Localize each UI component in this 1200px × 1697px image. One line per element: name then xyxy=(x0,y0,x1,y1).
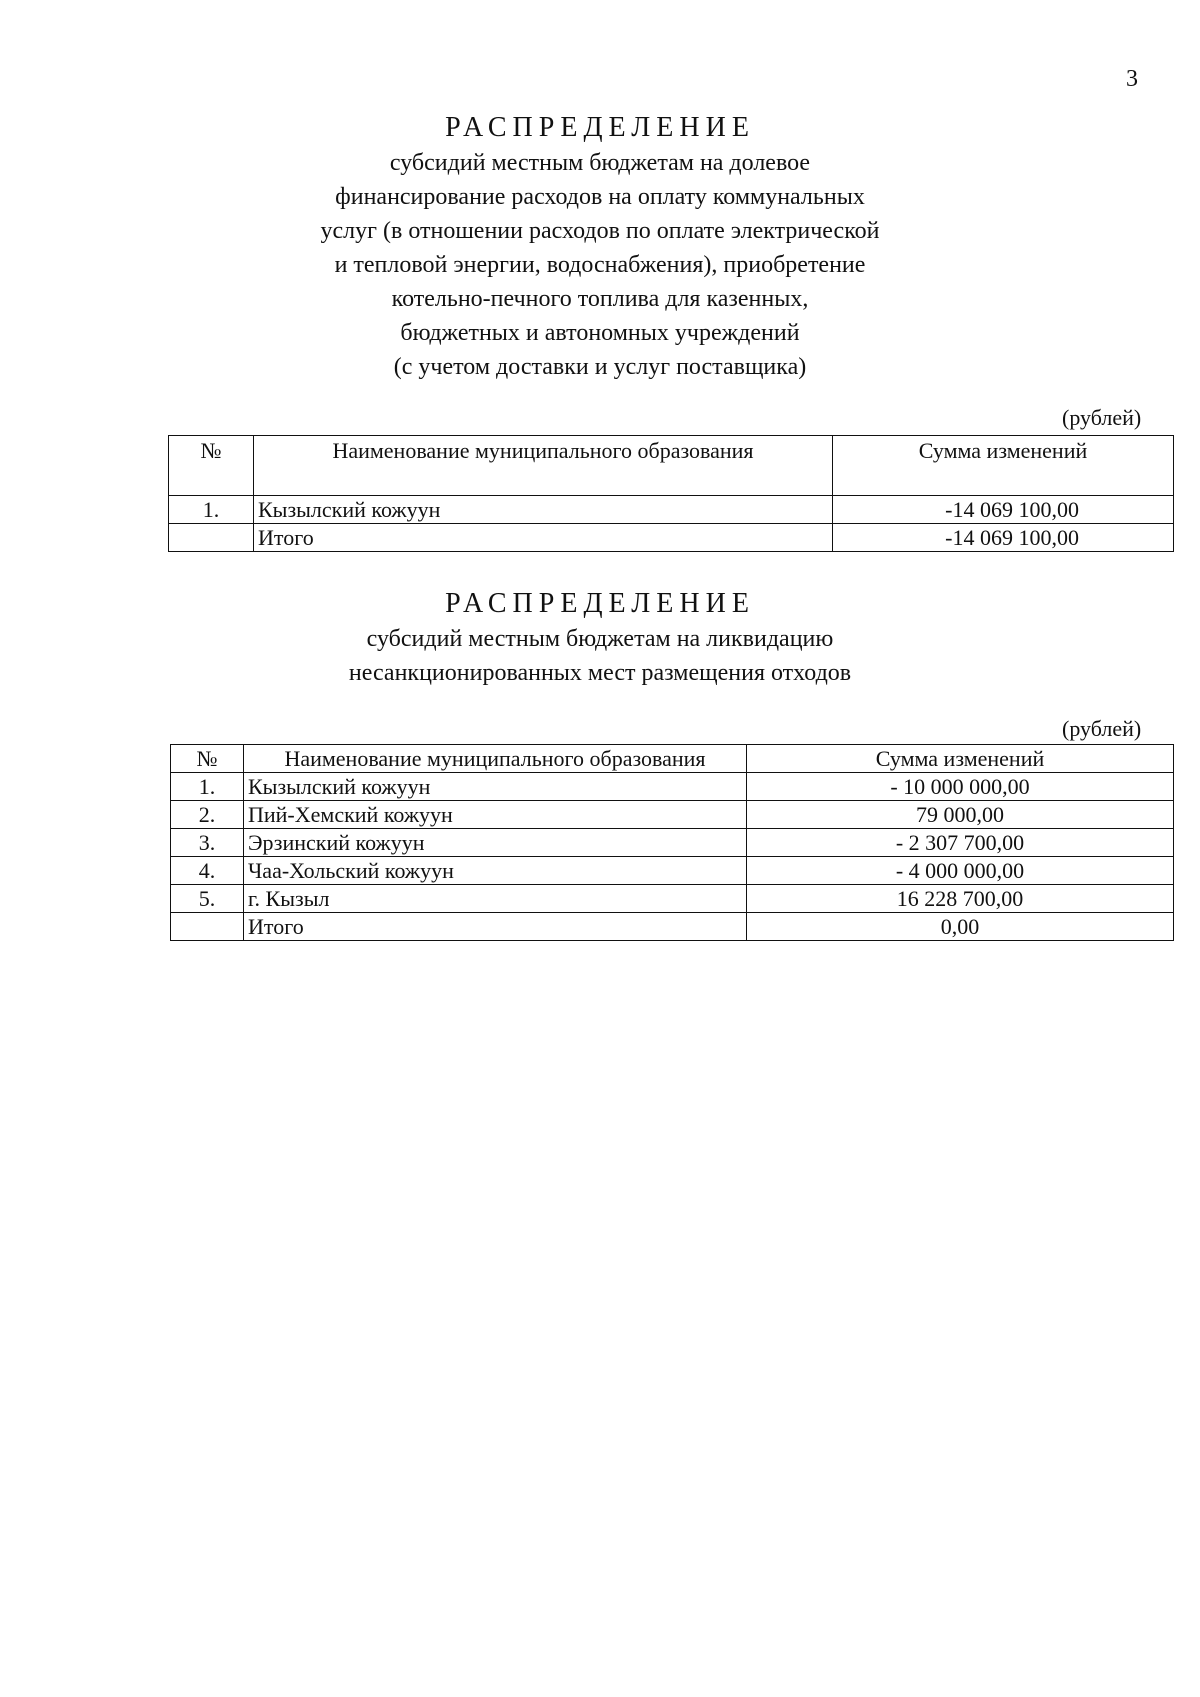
section1-title: РАСПРЕДЕЛЕНИЕ xyxy=(445,112,755,143)
row-name: Чаа-Хольский кожуун xyxy=(244,857,747,885)
row-number: 5. xyxy=(171,885,244,913)
table-row xyxy=(171,829,1174,857)
row-number: 1. xyxy=(171,773,244,801)
section1-subtitle-line: финансирование расходов на оплату коммунальных xyxy=(335,184,865,210)
column-header-name: Наименование муниципального образования xyxy=(244,745,747,773)
section1-subtitle-line: котельно-печного топлива для казенных, xyxy=(391,286,809,312)
section2-title: РАСПРЕДЕЛЕНИЕ xyxy=(445,588,755,619)
total-label: Итого xyxy=(254,524,833,552)
row-amount: 79 000,00 xyxy=(747,801,1174,829)
row-number: 2. xyxy=(171,801,244,829)
table-total-row xyxy=(169,524,1174,552)
total-amount: 0,00 xyxy=(747,913,1174,941)
section1-subtitle-line: услуг (в отношении расходов по оплате электрической xyxy=(320,218,880,244)
section2-subtitle-line: несанкционированных мест размещения отходов xyxy=(348,660,852,686)
row-number: 1. xyxy=(169,496,254,524)
table-header-row xyxy=(171,745,1174,773)
total-amount: -14 069 100,00 xyxy=(833,524,1174,552)
row-name: Пий-Хемский кожуун xyxy=(244,801,747,829)
table-row xyxy=(171,801,1174,829)
column-header-number: № xyxy=(171,745,244,773)
section1-table xyxy=(168,435,1174,552)
column-header-name: Наименование муниципального образования xyxy=(254,436,833,496)
section2-table xyxy=(170,744,1174,941)
column-header-number: № xyxy=(169,436,254,496)
table-header-row xyxy=(169,436,1174,496)
row-number: 3. xyxy=(171,829,244,857)
row-amount: - 2 307 700,00 xyxy=(747,829,1174,857)
table-total-row xyxy=(171,913,1174,941)
table-row xyxy=(171,773,1174,801)
section2-heading xyxy=(0,586,1200,690)
section1-unit-label: (рублей) xyxy=(1062,405,1142,430)
table-row xyxy=(171,885,1174,913)
row-amount: -14 069 100,00 xyxy=(833,496,1174,524)
section1-subtitle-line: (с учетом доставки и услуг поставщика) xyxy=(393,354,807,380)
row-name: Эрзинский кожуун xyxy=(244,829,747,857)
table-row xyxy=(171,857,1174,885)
row-name: Кызылский кожуун xyxy=(254,496,833,524)
total-number xyxy=(169,524,254,552)
page-number: 3 xyxy=(1126,66,1138,92)
column-header-amount: Сумма изменений xyxy=(833,436,1174,496)
row-name: Кызылский кожуун xyxy=(244,773,747,801)
total-number xyxy=(171,913,244,941)
section1-heading xyxy=(0,110,1200,384)
section1-subtitle-line: субсидий местным бюджетам на долевое xyxy=(389,150,811,176)
total-label: Итого xyxy=(244,913,747,941)
row-amount: 16 228 700,00 xyxy=(747,885,1174,913)
row-name: г. Кызыл xyxy=(244,885,747,913)
table-row xyxy=(169,496,1174,524)
section1-subtitle-line: и тепловой энергии, водоснабжения), приобретение xyxy=(334,252,866,278)
row-number: 4. xyxy=(171,857,244,885)
row-amount: - 10 000 000,00 xyxy=(747,773,1174,801)
section2-unit-label: (рублей) xyxy=(1062,716,1142,741)
section1-subtitle-line: бюджетных и автономных учреждений xyxy=(400,320,800,346)
section2-subtitle-line: субсидий местным бюджетам на ликвидацию xyxy=(366,626,834,652)
row-amount: - 4 000 000,00 xyxy=(747,857,1174,885)
column-header-amount: Сумма изменений xyxy=(747,745,1174,773)
